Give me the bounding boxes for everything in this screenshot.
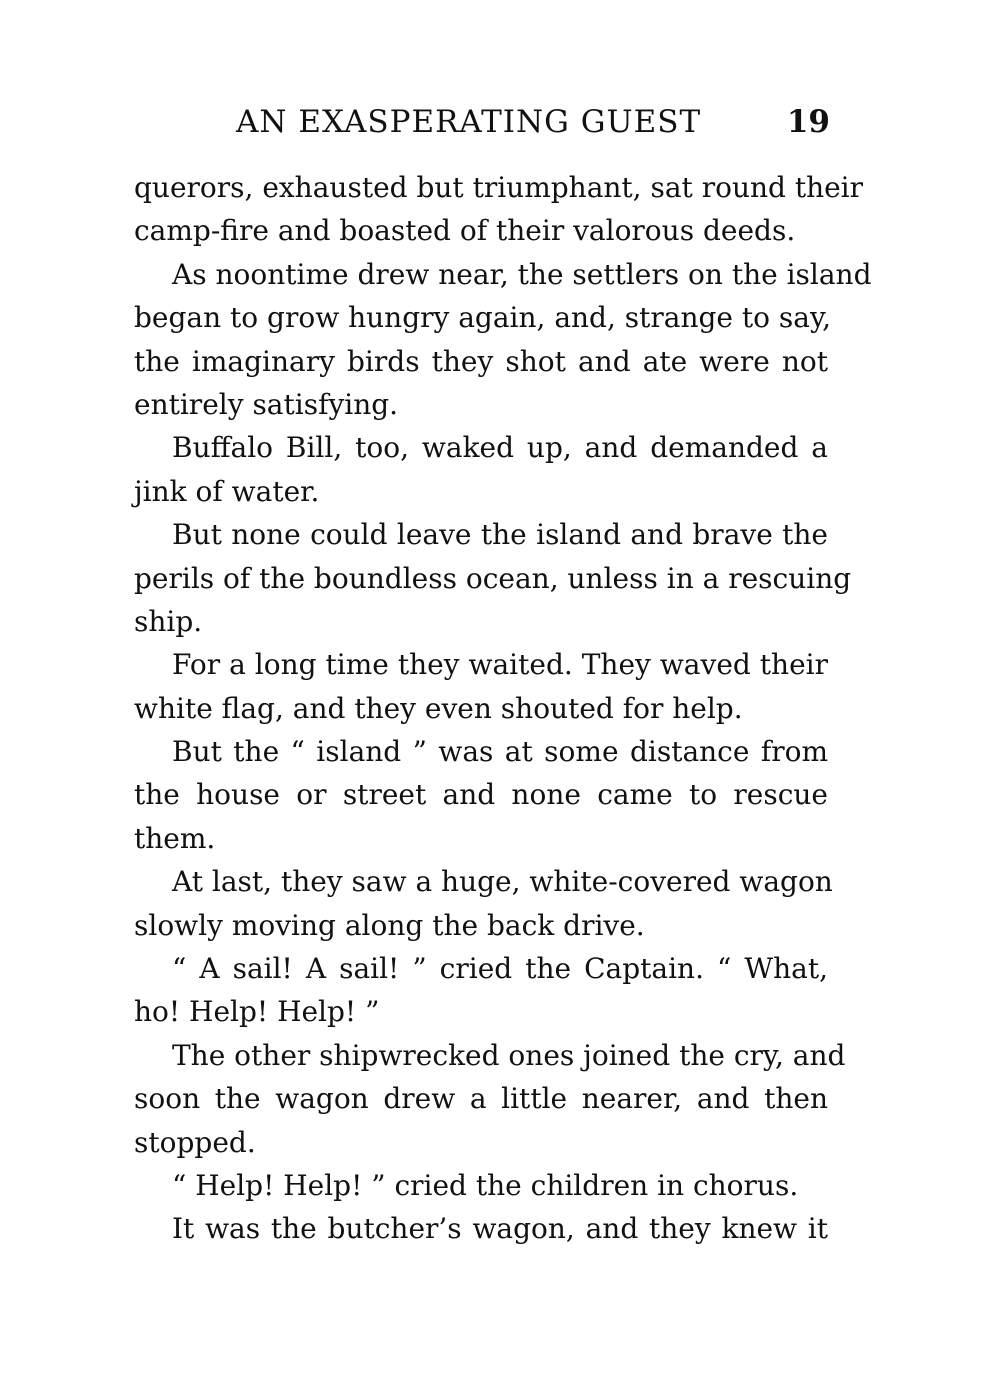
text-line: But none could leave the island and brave the bbox=[172, 518, 828, 552]
text-line: As noontime drew near, the settlers on the island bbox=[172, 257, 872, 291]
text-line: the house or street and none came to rescue bbox=[134, 778, 828, 812]
text-line: “ A sail! A sail! ” cried the Captain. “ What, bbox=[172, 952, 828, 986]
text-line: stopped. bbox=[134, 1125, 256, 1159]
text-line: “ Help! Help! ” cried the children in chorus. bbox=[172, 1168, 799, 1202]
text-line: slowly moving along the back drive. bbox=[134, 908, 645, 942]
text-line: ho! Help! Help! ” bbox=[134, 995, 380, 1029]
text-line: the imaginary birds they shot and ate were not bbox=[134, 344, 828, 378]
text-line: soon the wagon drew a little nearer, and then bbox=[134, 1082, 828, 1116]
body-text bbox=[134, 166, 872, 1251]
text-line: It was the butcher’s wagon, and they knew it bbox=[172, 1212, 828, 1246]
text-line: them. bbox=[134, 821, 216, 855]
text-line: At last, they saw a huge, white-covered wagon bbox=[172, 865, 833, 899]
text-line: ship. bbox=[134, 604, 203, 638]
text-line: jink of water. bbox=[134, 474, 320, 508]
text-line: began to grow hungry again, and, strange to say, bbox=[134, 301, 831, 335]
text-line: perils of the boundless ocean, unless in a rescuing bbox=[134, 561, 852, 595]
text-line: white flag, and they even shouted for help. bbox=[134, 691, 743, 725]
text-line: entirely satisfying. bbox=[134, 387, 399, 421]
text-line: But the “ island ” was at some distance from bbox=[172, 735, 828, 769]
text-line: querors, exhausted but triumphant, sat round their bbox=[134, 171, 864, 204]
text-line: For a long time they waited. They waved their bbox=[172, 648, 828, 682]
text-line: The other shipwrecked ones joined the cry, and bbox=[172, 1038, 846, 1072]
page-header bbox=[132, 104, 832, 144]
page-number: 19 bbox=[786, 104, 830, 140]
running-title: AN EXASPERATING GUEST bbox=[236, 104, 702, 140]
text-line: camp-fire and boasted of their valorous deeds. bbox=[134, 214, 796, 248]
text-line: Buffalo Bill, too, waked up, and demanded a bbox=[172, 431, 828, 465]
